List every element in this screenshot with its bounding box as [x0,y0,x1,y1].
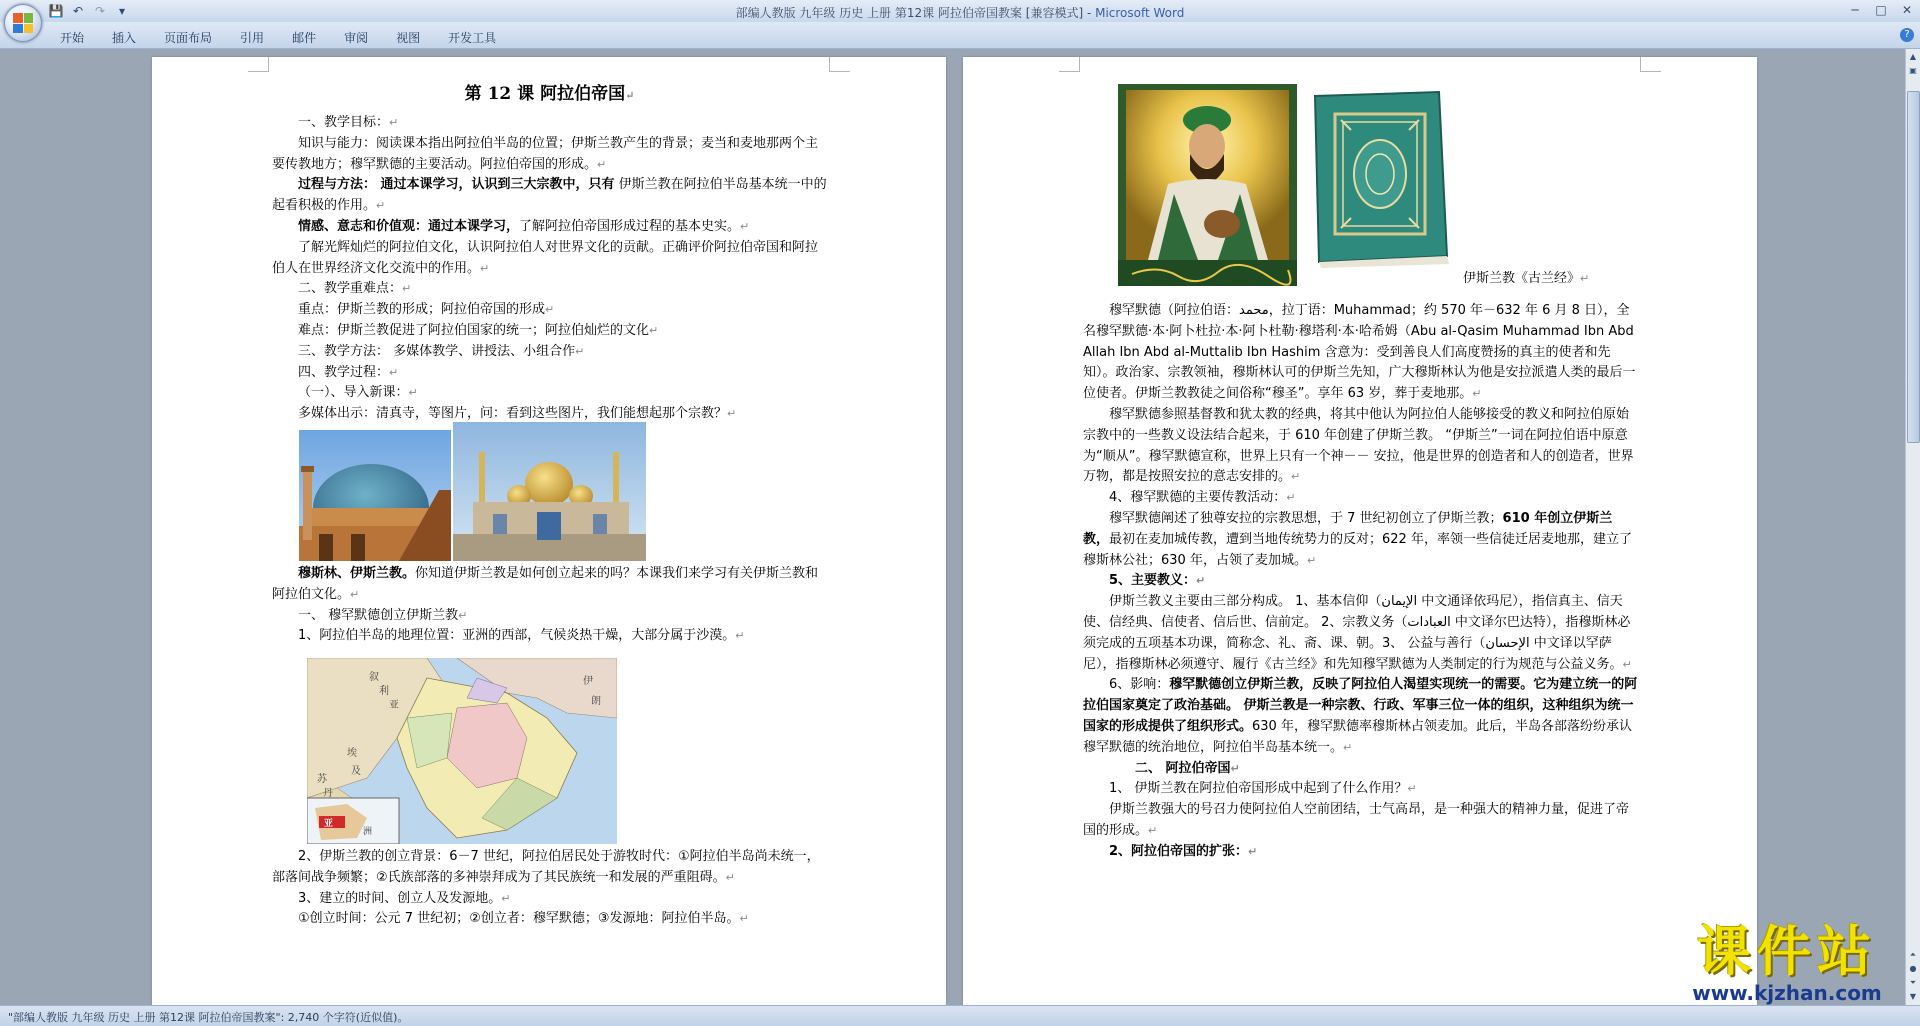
map-label: 苏 [317,774,327,785]
map-label: 朗 [591,696,601,707]
document-title: 部编人教版 九年级 历史 上册 第12课 阿拉伯帝国教案 [兼容模式] - [735,6,1096,20]
maximize-button[interactable]: □ [1875,3,1887,17]
quran-book-image[interactable] [1301,84,1460,269]
undo-icon[interactable]: ↶ [72,4,84,18]
ribbon-tab-0[interactable]: 开始 [60,31,85,45]
save-icon[interactable]: 💾 [48,4,64,18]
map-inset-label: 亚 [324,819,334,829]
scrollbar-thumb[interactable] [1907,91,1920,443]
margin-corner-mark [1059,57,1080,72]
scroll-up-icon[interactable]: ▲ [1909,52,1917,61]
app-name: Microsoft Word [1095,6,1185,20]
site-watermark [1664,922,1910,1004]
ribbon-tab-7[interactable]: 开发工具 [448,31,497,45]
browse-object-icon[interactable]: ● [1909,964,1917,973]
golden-dome-mosque-image[interactable] [453,422,646,561]
margin-corner-mark [1640,57,1661,72]
office-logo-icon [13,13,33,33]
word-count-status[interactable]: "部编人教版 九年级 历史 上册 第12课 阿拉伯帝国教案": 2,740 个字符(近似值)。 [8,1011,409,1024]
customize-toolbar-icon[interactable]: ▾ [118,4,126,18]
map-label: 利 [379,686,389,697]
map-inset-label: 洲 [363,827,373,837]
vertical-scrollbar[interactable] [1905,49,1920,1005]
quran-caption[interactable]: 伊斯兰教《古兰经》↵ [1463,271,1590,286]
redo-icon[interactable]: ↷ [94,4,106,18]
page2-body[interactable]: 穆罕默德（阿拉伯语：محمد，拉丁语：Muhammad；约 570 年－632 年 6 月 8 日），全名穆罕默德·本·阿卜杜拉·本·阿卜杜勒·穆塔利·本·哈希姆（Abu al-Qasim Muhammad Ibn Abd Allah Ibn Abd al-Muttalib Ibn Hashim 含意为：受到善良人们高度赞扬的真主的使者和先知）。政治家、宗教领袖，穆斯林认可的伊斯兰先知，广大穆斯林认为他是安拉派遣人类的最后一位使者。伊斯兰教教徒之间俗称“穆圣”。享年 63 岁，葬于麦地那。↵ 穆罕默德参照基督教和犹太教的经典，将其中他认为阿拉伯人能够接受的教义和阿拉伯原始宗教中的一些教义设法结合起来，于 610 年创建了伊斯兰教。 “伊斯兰”一词在阿拉伯语中原意为“顺从”。穆罕默德宣称，世界上只有一个神－－ 安拉，他是世界的创造者和人的创造者，世界万物，都是按照安拉的意志安排的。↵ 4、穆罕默德的主要传教活动：↵ 穆罕默德阐述了独尊安拉的宗教思想，于 7 世纪初创立了伊斯兰教；610 年创立伊斯兰教，最初在麦加城传教，遭到当地传统势力的反对；622 年，率领一些信徒迁居麦地那，建立了穆斯林公社；630 年，占领了麦加城。↵ 5、主要教义：↵ 伊斯兰教义主要由三部分构成。 1、基本信仰（الإيمان 中文通译依玛尼），指信真主、信天使、信经典、信使者、信后世、信前定。 2、宗教义务（العبادات 中文译尔巴达特），指穆斯林必须完成的五项基本功课，简称念、礼、斋、课、朝。3、 公益与善行（الإحسان 中文译以罕萨尼），指穆斯林必须遵守、履行《古兰经》和先知穆罕默德为人类制定的行为规范与公益义务。↵ 6、影响：穆罕默德创立伊斯兰教，反映了阿拉伯人渴望实现统一的需要。它为建立统一的阿拉伯国家奠定了政治基础。 伊斯兰教是一种宗教、行政、军事三位一体的组织，这种组织为统一国家的形成提供了组织形式。630 年，穆罕默德率穆斯林占领麦加。此后，半岛各部落纷纷承认穆罕默德的统治地位，阿拉伯半岛基本统一。↵ 二、 阿拉伯帝国↵ 1、 伊斯兰教在阿拉伯帝国形成中起到了什么作用？↵ 伊斯兰教强大的号召力使阿拉伯人空前团结，士气高昂，是一种强大的精神力量，促进了帝国的形成。↵ 2、阿拉伯帝国的扩张：↵ [1083,303,1638,859]
document-page-1[interactable] [152,57,946,1005]
previous-page-icon[interactable]: ⏶ [1909,950,1917,959]
page1-body-bottom[interactable]: 2、伊斯兰教的创立背景：6－7 世纪，阿拉伯居民处于游牧时代：①阿拉伯半岛尚未统一，部落间战争频繁；②氏族部落的多神崇拜成为了其民族统一和发展的严重阻碍。↵ 3、建立的时间、创立人及发源地。↵ ①创立时间：公元 7 世纪初；②创立者：穆罕默德；③发源地：阿拉伯半岛。↵ [272,849,820,927]
map-label: 及 [351,766,361,777]
help-icon[interactable]: ? [1900,28,1914,42]
margin-corner-mark [829,57,850,72]
status-bar [0,1005,1920,1026]
margin-corner-mark [248,57,269,72]
ribbon [0,22,1920,49]
watermark-url: www.kjzhan.com [1692,981,1882,1005]
quick-access-toolbar [48,3,130,19]
map-label: 叙 [369,672,379,683]
watermark-logo-text: 课件站 [1697,920,1877,983]
map-label: 丹 [323,788,333,799]
ribbon-tab-4[interactable]: 邮件 [292,31,317,45]
scroll-down-icon[interactable]: ▼ [1909,992,1917,1001]
next-page-icon[interactable]: ⏷ [1909,978,1917,987]
arabian-peninsula-map[interactable] [307,658,617,844]
document-page-2[interactable] [963,57,1757,1005]
lesson-title[interactable]: 第 12 课 阿拉伯帝国↵ [464,84,635,104]
map-label: 埃 [347,748,357,759]
muhammad-portrait-image[interactable] [1118,84,1297,286]
ribbon-tab-2[interactable]: 页面布局 [164,31,213,45]
office-button[interactable] [4,4,42,42]
ribbon-tab-5[interactable]: 审阅 [344,31,369,45]
window-controls [1842,0,1920,20]
minimize-button[interactable]: ─ [1851,3,1859,17]
close-button[interactable]: ✕ [1901,3,1913,17]
ribbon-tab-3[interactable]: 引用 [240,31,265,45]
map-label: 亚 [389,700,399,711]
map-label: 伊 [583,676,593,687]
ruler-toggle-icon[interactable]: ▣ [1909,66,1917,75]
page1-body-top[interactable]: 一、教学目标：↵ 知识与能力：阅读课本指出阿拉伯半岛的位置；伊斯兰教产生的背景；麦当和麦地那两个主要传教地方；穆罕默德的主要活动。阿拉伯帝国的形成。↵ 过程与方法： 通过本课学习，认识到三大宗教中，只有 伊斯兰教在阿拉伯半岛基本统一中的起看积极的作用。↵ 情感、意志和价值观：通过本课学习，了解阿拉伯帝国形成过程的基本史实。↵ 了解光辉灿烂的阿拉伯文化，认识阿拉伯人对世界文化的贡献。正确评价阿拉伯帝国和阿拉伯人在世界经济文化交流中的作用。↵ 二、教学重难点：↵ 重点：伊斯兰教的形成；阿拉伯帝国的形成↵ 难点：伊斯兰教促进了阿拉伯国家的统一；阿拉伯灿烂的文化↵ 三、教学方法： 多媒体教学、讲授法、小组合作↵ 四、教学过程：↵ （一）、导入新课：↵ 多媒体出示：清真寺，等图片，问：看到这些图片，我们能想起那个宗教？↵ [272,115,827,422]
mosque-dome-image[interactable] [299,430,451,561]
page1-body-middle[interactable]: 穆斯林、伊斯兰教。你知道伊斯兰教是如何创立起来的吗？本课我们来学习有关伊斯兰教和阿拉伯文化。↵ 一、 穆罕默德创立伊斯兰教↵ 1、阿拉伯半岛的地理位置：亚洲的西部，气候炎热干燥，大部分属于沙漠。↵ [272,566,819,644]
window-title [0,4,1920,21]
ribbon-tab-6[interactable]: 视图 [396,31,421,45]
ribbon-tab-1[interactable]: 插入 [112,31,137,45]
ribbon-tabs [60,29,524,46]
document-workspace [0,49,1906,1005]
title-bar [0,0,1920,22]
